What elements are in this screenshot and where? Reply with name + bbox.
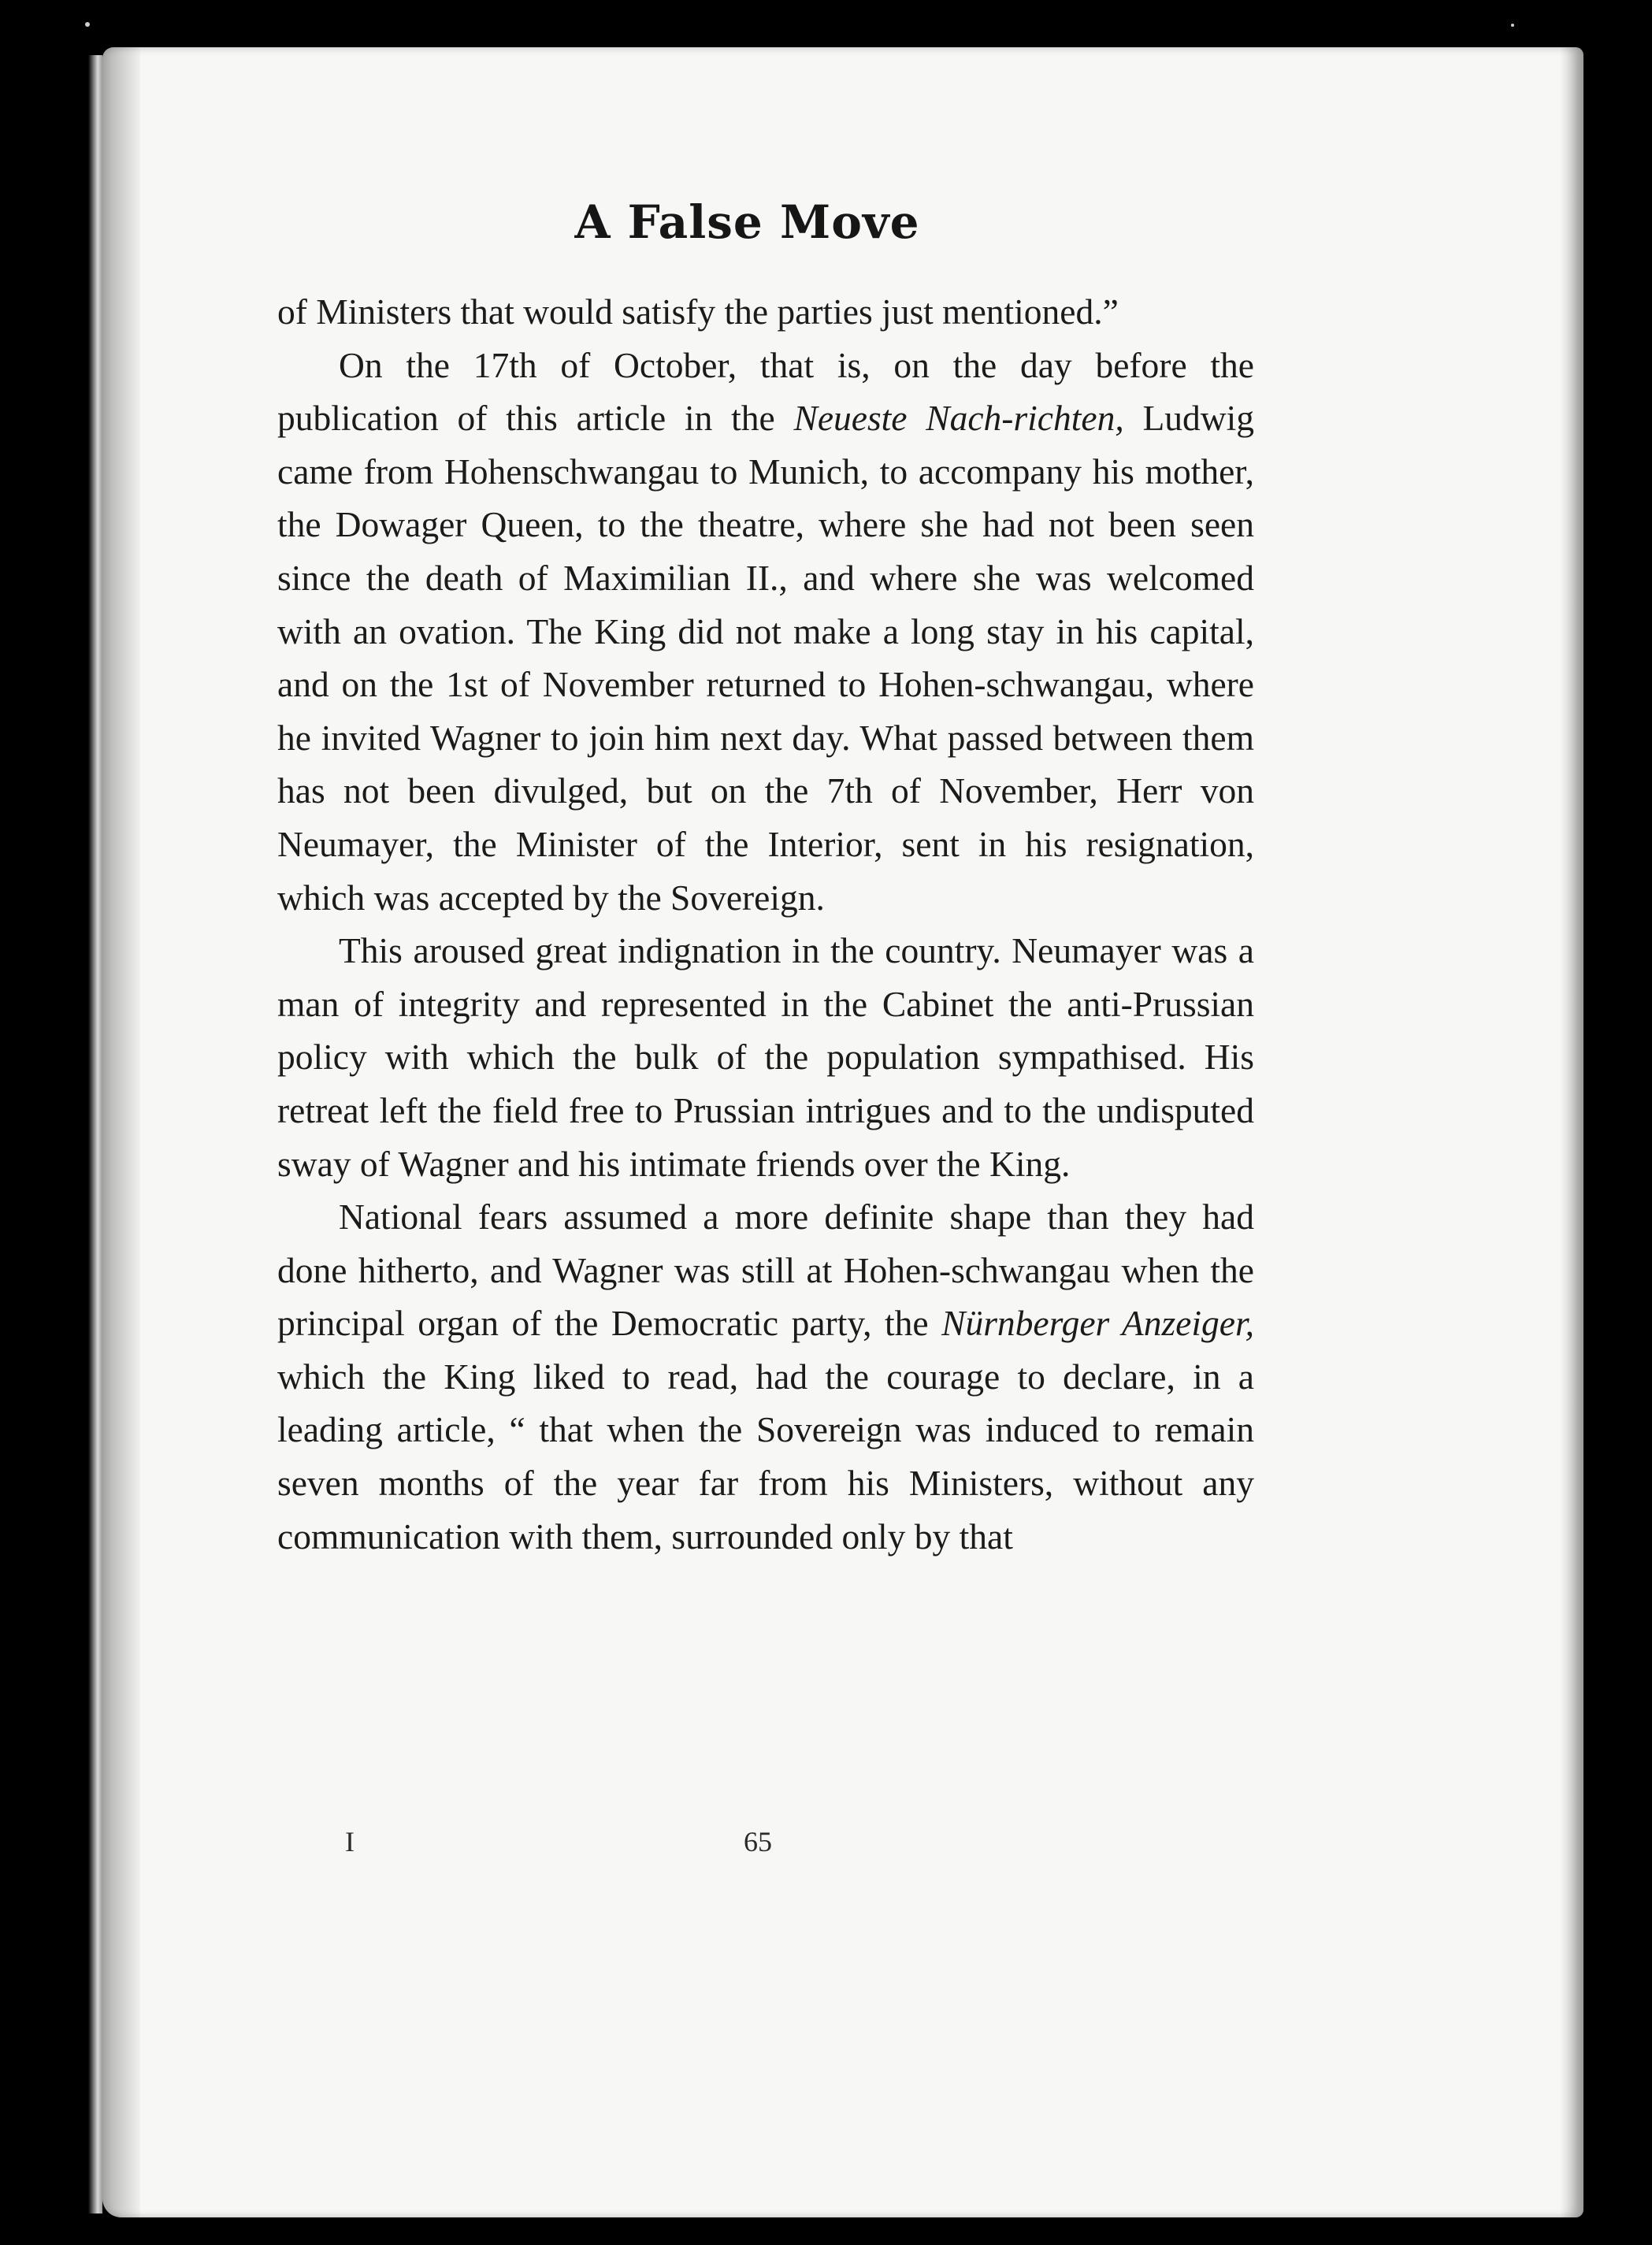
- paragraph-text: This aroused great indignation in the country. Neumayer was a man of integrity and represented in the Cabinet the anti-Prussian policy with which the bulk of the population sympathised. His retreat left the field free to Prussian intrigues and to the undisputed sway of Wagner and his intimate friends over the King.: [277, 930, 1254, 1184]
- paragraph-text: of Ministers that would satisfy the parties just mentioned.”: [277, 291, 1119, 332]
- italic-title-text: Nürnberger Anzeiger,: [941, 1303, 1254, 1344]
- page-edge-shadow: [1560, 47, 1583, 2217]
- paragraph: [277, 285, 1254, 339]
- paragraph: [277, 1190, 1254, 1563]
- paragraph: [277, 924, 1254, 1190]
- book-binding-edge: [0, 55, 102, 2213]
- paragraph-text: Ludwig came from Hohenschwangau to Munich, to accompany his mother, the Dowager Queen, to the theatre, where she had not been seen since the death of Maximilian II., and where she was welcomed with an ovation. The King did not make a long stay in his capital, and on the 1st of November returned to Hohen-schwangau, where he invited Wagner to join him next day. What passed between them has not been divulged, but on the 7th of November, Herr von Neumayer, the Minister of the Interior, sent in his resignation, which was accepted by the Sovereign.: [277, 398, 1254, 918]
- scan-speck: [1511, 24, 1514, 27]
- running-header: A False Move: [574, 195, 920, 249]
- body-text: [277, 285, 1254, 1563]
- signature-mark: I: [345, 1826, 355, 1857]
- paragraph-text: National fears assumed a more definite shape than they had done hitherto, and Wagner was still at Hohen-schwangau when the principal organ of the Democratic party, the: [277, 1197, 1254, 1344]
- scan-speck: [85, 22, 90, 27]
- paragraph-text: which the King liked to read, had the courage to declare, in a leading article, “ that when the Sovereign was induced to remain seven months of the year far from his Ministers, without any communication with them, surrounded only by that: [277, 1356, 1254, 1557]
- paragraph-text: On the 17th of October, that is, on the day before the publication of this article in the: [277, 344, 1254, 439]
- page-number: 65: [744, 1826, 772, 1857]
- paragraph: [277, 339, 1254, 925]
- italic-title-text: Neueste Nach-richten,: [793, 398, 1124, 439]
